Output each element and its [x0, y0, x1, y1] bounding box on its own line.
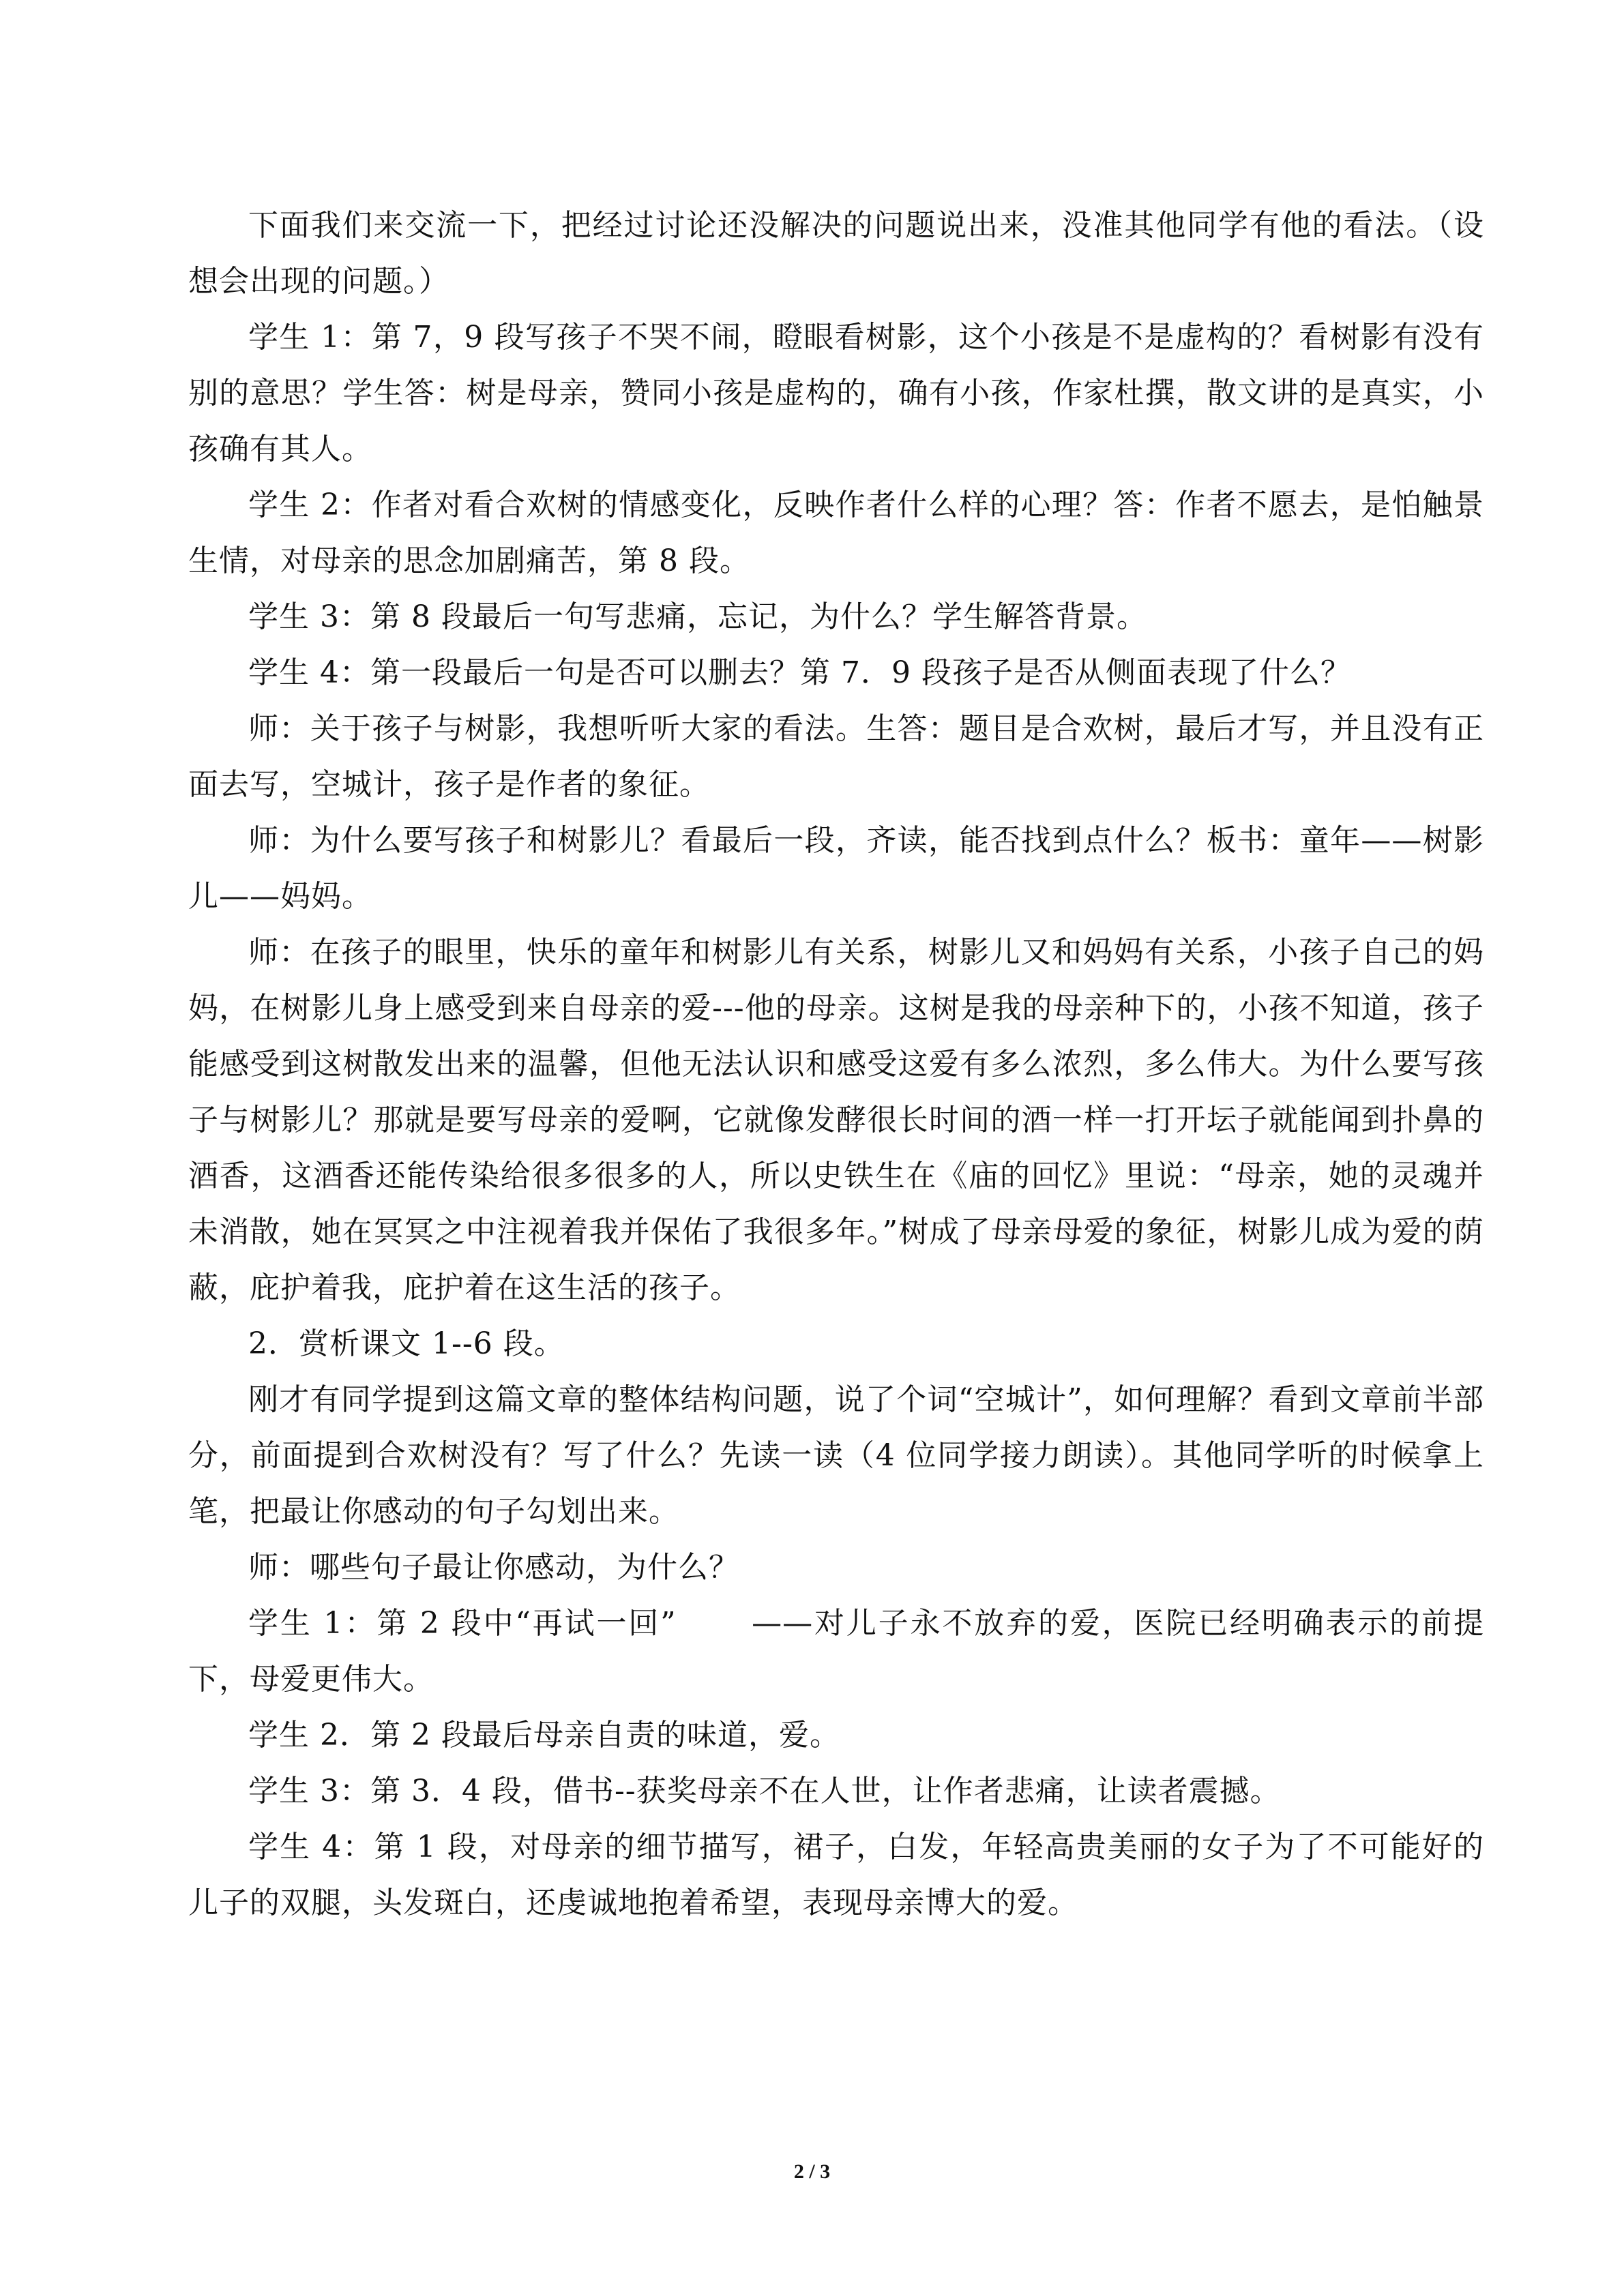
document-body	[188, 198, 1484, 1931]
section-heading-2: 2．赏析课文 1--6 段。	[248, 1326, 565, 1361]
paragraph-answer-student-3: 学生 3：第 3．4 段，借书--获奖母亲不在人世，让作者悲痛，让读者震撼。	[248, 1774, 1281, 1808]
page-number: 2 / 3	[793, 2160, 831, 2183]
paragraph-student-1: 学生 1：第 7，9 段写孩子不哭不闹，瞪眼看树影，这个小孩是不是虚构的？看树影有没有别的意思？学生答：树是母亲，赞同小孩是虚构的，确有小孩，作家杜撰，散文讲的是真实，小孩确有其人。	[188, 320, 1484, 466]
paragraph-answer-student-4: 学生 4：第 1 段，对母亲的细节描写，裙子，白发，年轻高贵美丽的女子为了不可能好的儿子的双腿，头发斑白，还虔诚地抱着希望，表现母亲博大的爱。	[188, 1830, 1484, 1920]
paragraph-answer-student-2: 学生 2．第 2 段最后母亲自责的味道，爱。	[248, 1718, 840, 1753]
paragraph-student-3: 学生 3：第 8 段最后一句写悲痛，忘记，为什么？学生解答背景。	[248, 599, 1147, 634]
paragraph-student-4: 学生 4：第一段最后一句是否可以删去？第 7．9 段孩子是否从侧面表现了什么？	[248, 655, 1351, 690]
paragraph-discussion-intro: 下面我们来交流一下，把经过讨论还没解决的问题说出来，没准其他同学有他的看法。（设想会出现的问题。）	[188, 208, 1484, 299]
paragraph-structure-question: 刚才有同学提到这篇文章的整体结构问题，说了个词“空城计”，如何理解？看到文章前半部分，前面提到合欢树没有？写了什么？先读一读（4 位同学接力朗读）。其他同学听的时候拿上笔，把最让你感动的句子勾划出来。	[188, 1382, 1484, 1529]
paragraph-answer-student-1: 学生 1：第 2 段中“再试一回” ——对儿子永不放弃的爱，医院已经明确表示的前提下，母爱更伟大。	[188, 1606, 1484, 1697]
paragraph-student-2: 学生 2：作者对看合欢树的情感变化，反映作者什么样的心理？答：作者不愿去，是怕触景生情，对母亲的思念加剧痛苦，第 8 段。	[188, 488, 1484, 578]
paragraph-teacher-question: 师：哪些句子最让你感动，为什么？	[248, 1550, 739, 1585]
paragraph-teacher-3: 师：在孩子的眼里，快乐的童年和树影儿有关系，树影儿又和妈妈有关系，小孩子自己的妈妈，在树影儿身上感受到来自母亲的爱---他的母亲。这树是我的母亲种下的，小孩不知道，孩子能感受到这树散发出来的温馨，但他无法认识和感受这爱有多么浓烈，多么伟大。为什么要写孩子与树影儿？那就是要写母亲的爱啊，它就像发酵很长时间的酒一样一打开坛子就能闻到扑鼻的酒香，这酒香还能传染给很多很多的人，所以史铁生在《庙的回忆》里说：“母亲，她的灵魂并未消散，她在冥冥之中注视着我并保佑了我很多年。”树成了母亲母爱的象征，树影儿成为爱的荫蔽，庇护着我，庇护着在这生活的孩子。	[188, 935, 1484, 1305]
paragraph-teacher-1: 师：关于孩子与树影，我想听听大家的看法。生答：题目是合欢树，最后才写，并且没有正面去写，空城计，孩子是作者的象征。	[188, 711, 1484, 802]
paragraph-teacher-2: 师：为什么要写孩子和树影儿？看最后一段，齐读，能否找到点什么？板书：童年——树影儿——妈妈。	[188, 823, 1484, 914]
